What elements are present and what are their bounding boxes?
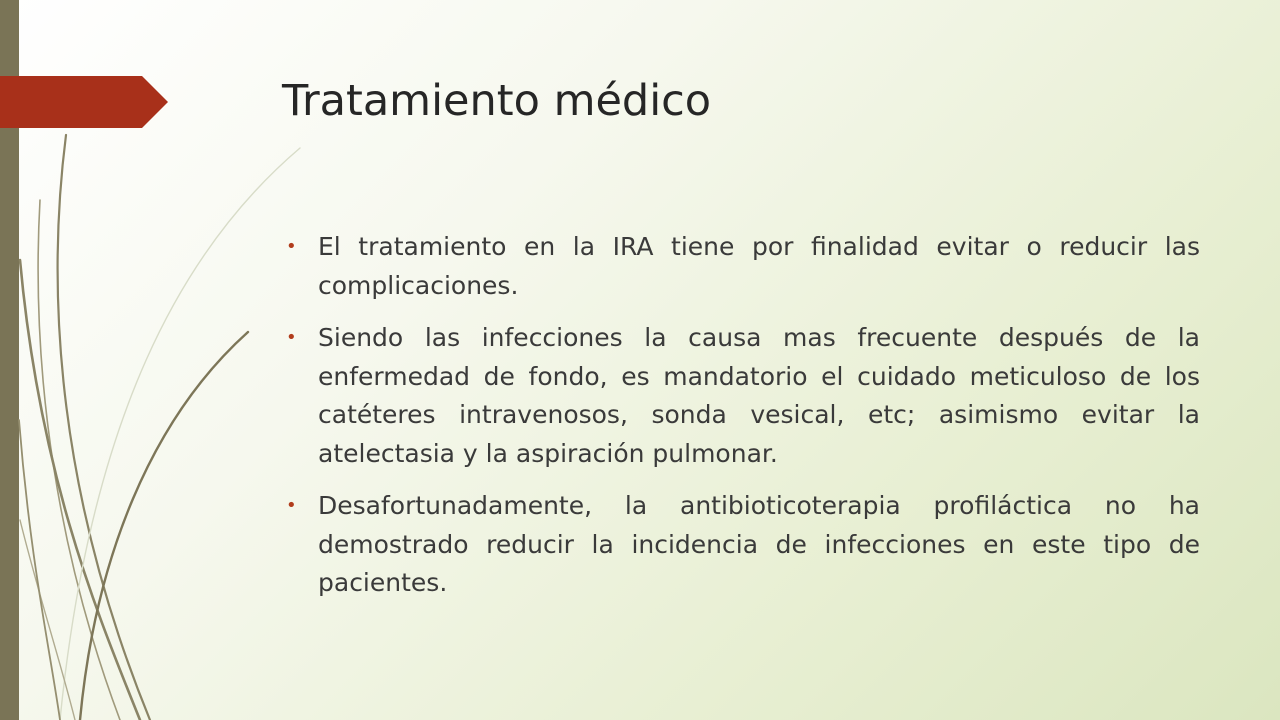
bullet-icon: • — [286, 236, 297, 257]
bullet-text: Siendo las infecciones la causa mas frecuente después de la enfermedad de fondo, es mandatorio el cuidado meticuloso de los catéteres intravenosos, sonda vesical, etc; asimismo evitar la atelectasia y la aspiración pulmonar. — [318, 323, 1200, 468]
slide-title: Tratamiento médico — [282, 76, 712, 126]
title-accent-flag — [0, 76, 168, 128]
bullet-item — [284, 228, 1200, 305]
bullet-text: Desafortunadamente, la antibioticoterapia profiláctica no ha demostrado reducir la incidencia de infecciones en este tipo de pacientes. — [318, 491, 1200, 597]
bullet-item — [284, 487, 1200, 603]
bullet-icon: • — [286, 327, 297, 348]
bullet-icon: • — [286, 495, 297, 516]
bullet-item — [284, 319, 1200, 473]
bullet-text: El tratamiento en la IRA tiene por finalidad evitar o reducir las complicaciones. — [318, 232, 1200, 300]
bullet-list — [284, 228, 1200, 617]
